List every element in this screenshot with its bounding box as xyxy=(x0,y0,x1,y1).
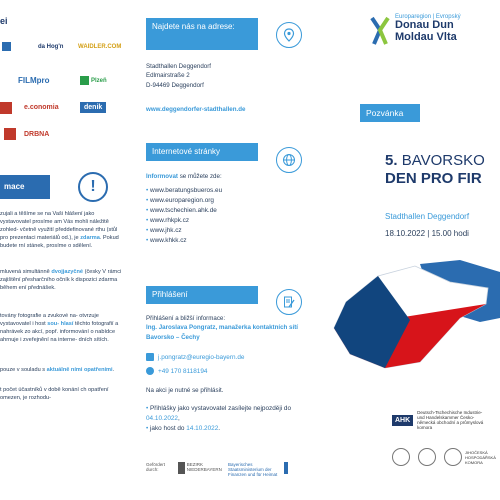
jhk-logo xyxy=(444,448,500,466)
middle-panel xyxy=(126,0,310,500)
funding-logos xyxy=(146,462,288,477)
info-paragraph-2: mluvená simultánně dvojjazyčné (česky V rámci zajištění přesharčního očník k dispozici zdarma během ení přednášek. xyxy=(0,269,122,292)
logo-plzen-text: Plzeň xyxy=(91,77,107,84)
logo-drbna: DRBNA xyxy=(24,131,50,138)
logo-dahogn: da Hog'n xyxy=(38,44,64,50)
globe-icon xyxy=(276,147,302,173)
exclamation-icon: ! xyxy=(78,172,108,202)
phone-contact[interactable] xyxy=(146,367,207,375)
chamber-seal-1 xyxy=(392,448,410,466)
web-title: Internetové stránky xyxy=(146,143,258,161)
link-item[interactable]: • www.jhk.cz xyxy=(146,226,306,236)
address-line-3: D-94469 Deggendorf xyxy=(146,81,204,89)
logo-economia: e.conomia xyxy=(24,104,59,111)
logo-waidler: WAIDLER.COM xyxy=(78,44,122,50)
ministry-logo: Bayerisches Staatsministerium der Finanzen und für Heimat xyxy=(228,462,288,477)
edit-form-icon xyxy=(276,289,302,315)
email-icon xyxy=(146,353,154,361)
brand-line-2: Moldau Vlta xyxy=(395,30,457,43)
registration-note: Na akci je nutné se přihlásit. xyxy=(146,387,224,394)
brand-line-1: Donau Dun xyxy=(395,19,454,32)
info-paragraph-1: zujali a těšíme se na Vaši hlášení jako vystavovatel prosíme am Vás mohli náležitě zohled- včetně využití předdefinované rthu (stůl pro prezentaci materiálů od.), je zdarma. Pokud budete rní stánek, prosíme o sdělení. xyxy=(0,211,119,250)
logo-drbna-square xyxy=(4,128,16,140)
email-address[interactable]: j.pongratz@euregio-bayern.de xyxy=(158,353,245,361)
info-paragraph-5: t počet účastníků v době konání ch opatření omezen, je rozhodu- xyxy=(0,387,109,402)
link-item[interactable]: • www.tschechien.ahk.de xyxy=(146,206,306,216)
event-title xyxy=(385,152,485,188)
bezirk-logo: BEZIRK NIEDERBAYERN xyxy=(178,462,222,474)
contact-title: Najdete nás na adrese: xyxy=(146,18,258,50)
info-paragraph-3: továny fotografie a zvukové na- otvrzuje vystavovatel i host sou- hlasí těchto fotografií a nahrávek zo akcí, popř. informování o nabídce ahrnuje i zveřejnění na interne- dních sítích. xyxy=(0,313,119,344)
link-item[interactable]: • www.rhkpk.cz xyxy=(146,216,306,226)
jhk-text: JIHOČESKÁ HOSPODÁŘSKÁ KOMORA xyxy=(465,449,496,465)
funded-by-label: Gefördert durch: xyxy=(146,462,166,472)
info-bar: mace xyxy=(0,175,50,199)
left-panel xyxy=(0,0,126,500)
links-list xyxy=(146,186,306,246)
address-line-1: Stadthallen Deggendorf xyxy=(146,63,212,70)
logo-bavaria xyxy=(2,42,11,51)
link-item[interactable]: • www.khkk.cz xyxy=(146,236,306,246)
chamber-seal-2 xyxy=(418,448,436,466)
europaregion-logo-icon xyxy=(368,16,392,46)
event-venue: Stadthallen Deggendorf xyxy=(385,212,470,221)
logo-red-square xyxy=(0,102,12,114)
deadline-guest: • jako host do 14.10.2022. xyxy=(146,424,306,434)
logo-plzen xyxy=(80,76,107,85)
link-item[interactable]: • www.beratungsbueros.eu xyxy=(146,186,306,196)
jhk-seal xyxy=(444,448,462,466)
deadlines-list xyxy=(146,404,306,434)
info-paragraph-4: pouze v souladu s aktuálně ními opatřeními. xyxy=(0,367,115,373)
chamber-seals xyxy=(392,448,500,466)
registration-info xyxy=(146,314,306,342)
address-line-2: Edlmairstraße 2 xyxy=(146,72,190,80)
right-panel xyxy=(310,0,500,500)
registration-intro: Přihlášení a bližší informace: xyxy=(146,315,226,322)
link-item[interactable]: • www.europaregion.org xyxy=(146,196,306,206)
ahk-box: AHK xyxy=(392,415,413,426)
email-contact[interactable] xyxy=(146,353,244,361)
address-block xyxy=(146,62,306,90)
venue-website-link[interactable]: www.deggendorfer-stadthallen.de xyxy=(146,106,246,113)
web-intro: Informovat se můžete zde: xyxy=(146,173,222,180)
registration-title: Přihlášení xyxy=(146,286,258,304)
location-pin-icon xyxy=(276,22,302,48)
phone-number[interactable]: +49 170 8118194 xyxy=(158,367,208,375)
invitation-badge: Pozvánka xyxy=(360,104,420,122)
logo-filmpro: FILMpro xyxy=(18,76,50,85)
brand-small: Europaregion | Evropský xyxy=(395,14,461,20)
deadline-exhibitor: • Přihlášky jako vystavovatel zasílejte nejpozději do 04.10.2022, xyxy=(146,404,306,424)
event-title-line-1: 5. BAVORSKO xyxy=(385,152,485,169)
europaregion-brand xyxy=(395,14,461,43)
ahk-text: Deutsch-Tschechische Industrie- und Handelskammer Česko-německá obchodní a průmyslová komora xyxy=(417,410,484,430)
logo-denik: denik xyxy=(80,102,106,113)
phone-icon xyxy=(146,367,154,375)
event-date: 18.10.2022 | 15.00 hodi xyxy=(385,229,469,238)
event-title-line-2: DEN PRO FIR xyxy=(385,170,482,187)
sponsors-heading: ei xyxy=(0,16,8,26)
registration-person: Ing. Jaroslava Pongratz, manažerka kontaktních sítí Bavorsko – Čechy xyxy=(146,324,298,341)
czech-bavaria-map xyxy=(310,258,500,388)
ahk-logo xyxy=(392,410,487,430)
